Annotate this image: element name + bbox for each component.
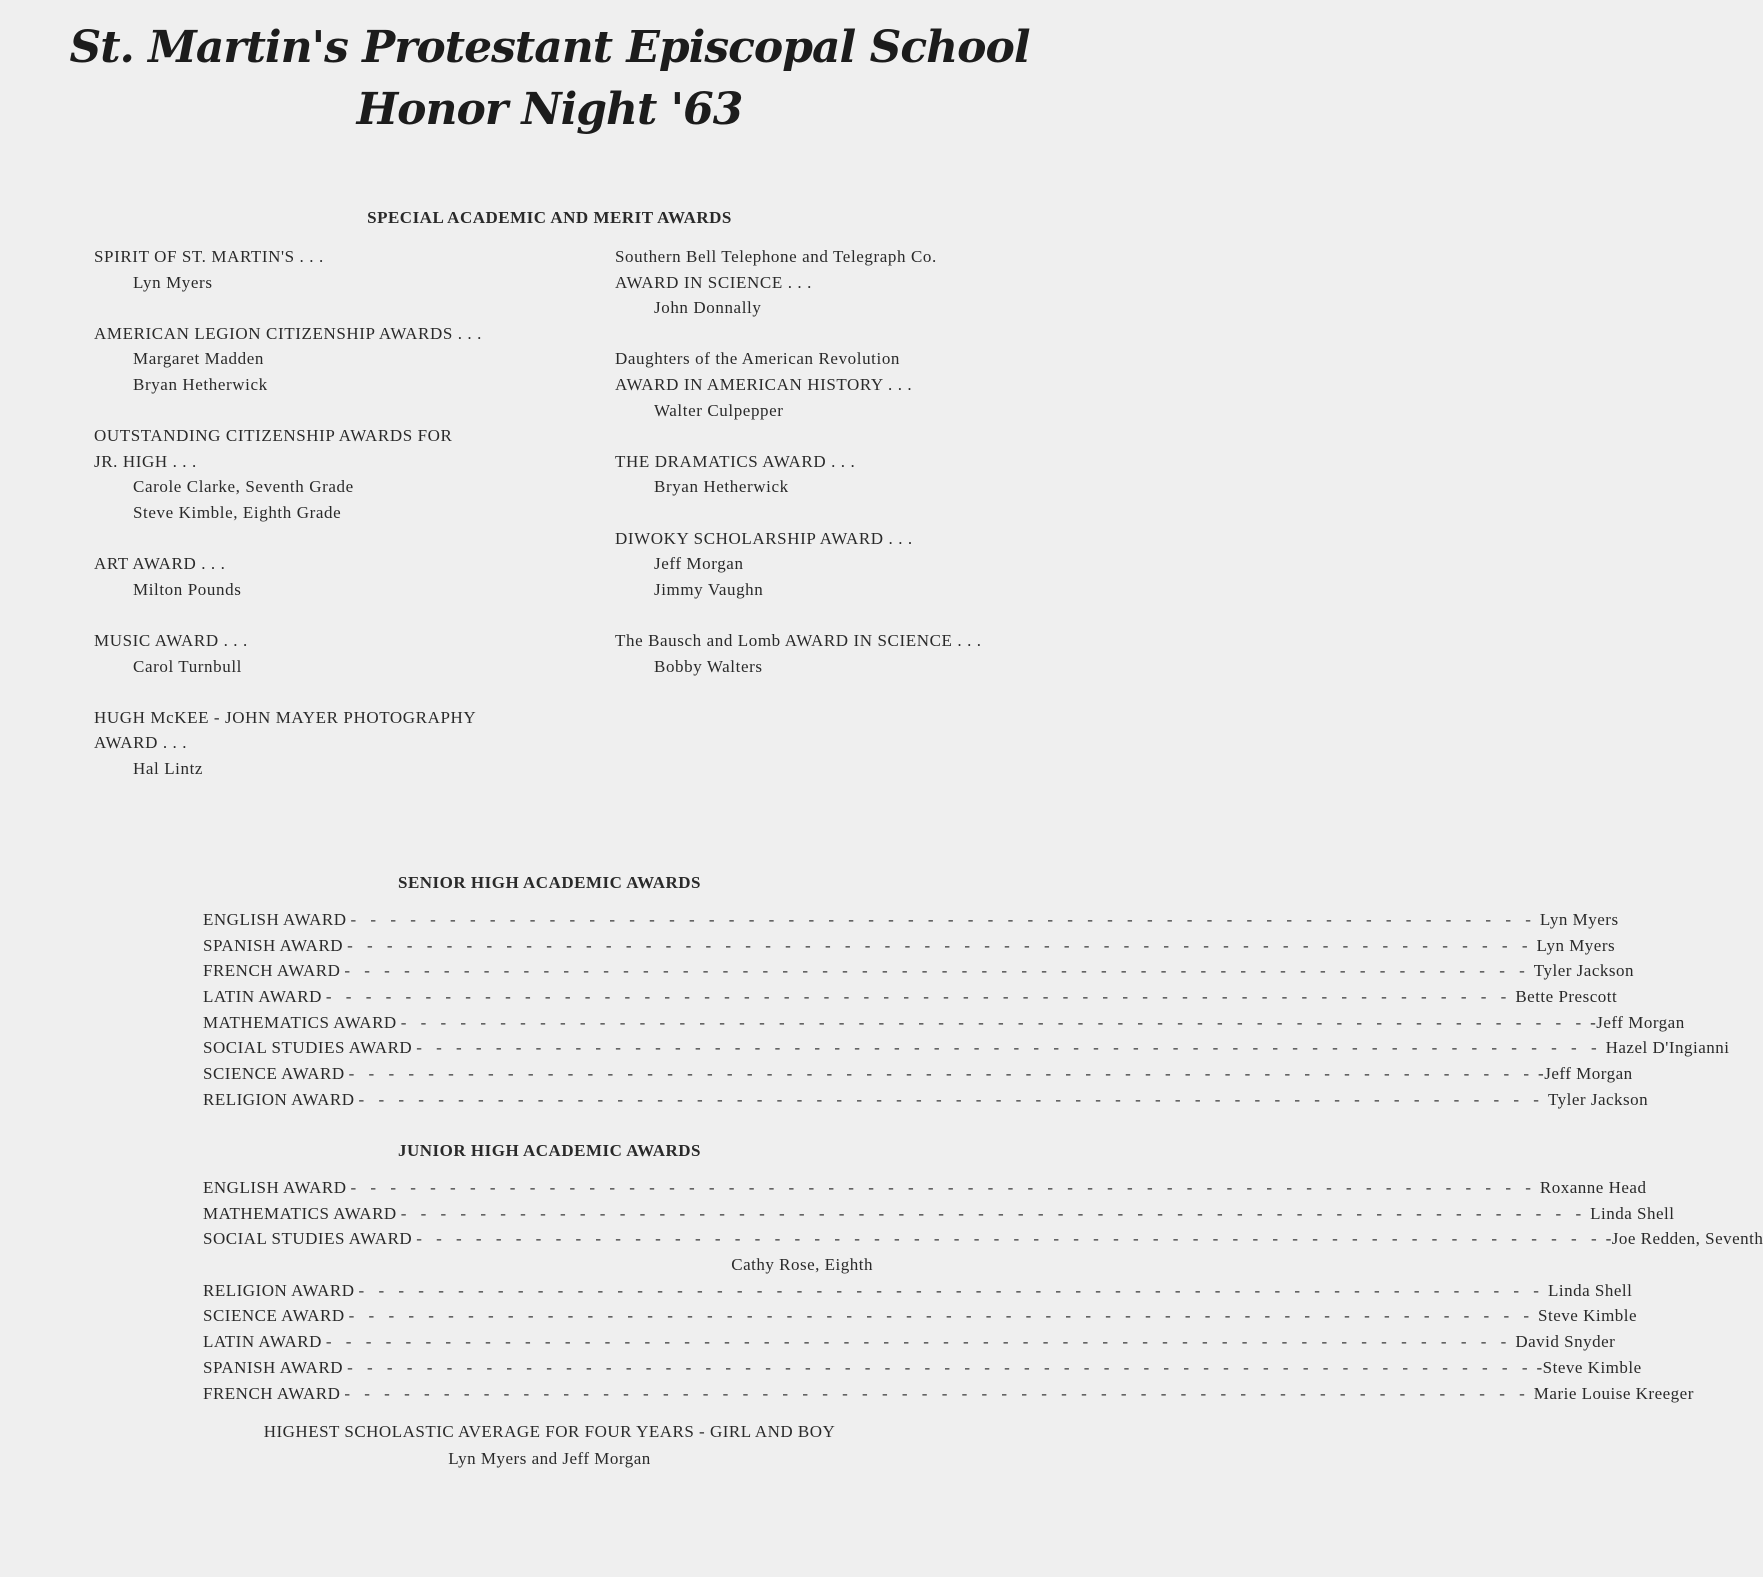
award-block	[615, 628, 1085, 679]
special-awards-heading: SPECIAL ACADEMIC AND MERIT AWARDS	[367, 208, 732, 227]
award-recipient: Hazel D'Ingianni	[1605, 1038, 1730, 1058]
award-name: SOCIAL STUDIES AWARD	[203, 1038, 413, 1058]
award-name: ENGLISH AWARD	[203, 910, 347, 929]
award-recipient: Lyn Myers	[1539, 910, 1619, 929]
dotted-leader: - - - - - - - - - - - - - - - - - - - - - - - - - - - - - - - - - - - - - - - - - - - - - - - - - - - - - - - - - - - -	[325, 1332, 1512, 1352]
award-row	[203, 1332, 1616, 1358]
award-row	[203, 1357, 1642, 1384]
award-title: AWARD IN AMERICAN HISTORY . . .	[615, 374, 913, 394]
award-row	[203, 1280, 1633, 1307]
highest-average-title: HIGHEST SCHOLASTIC AVERAGE FOR FOUR YEARS - GIRL AND BOY	[263, 1422, 836, 1441]
highest-average-recipients: Lyn Myers and Jeff Morgan	[448, 1449, 651, 1468]
award-recipient: -Joe Redden, Seventh	[1605, 1229, 1763, 1249]
special-awards-right-column	[615, 244, 1085, 705]
dotted-leader: - - - - - - - - - - - - - - - - - - - - - - - - - - - - - - - - - - - - - - - - - - - - - - - - - - - - - - - - - - - -	[358, 1089, 1544, 1109]
award-block	[615, 449, 1085, 500]
award-row	[203, 1089, 1649, 1116]
award-row	[203, 1012, 1685, 1039]
dotted-leader: - - - - - - - - - - - - - - - - - - - - - - - - - - - - - - - - - - - - - - - - - - - - - - - - - - - - - - - - - - - -	[344, 961, 1530, 981]
award-block	[94, 244, 564, 295]
award-recipient: Milton Pounds	[133, 579, 242, 599]
award-block	[94, 705, 564, 782]
award-title: The Bausch and Lomb AWARD IN SCIENCE . . .	[615, 630, 982, 650]
award-recipient: Tyler Jackson	[1547, 1089, 1649, 1109]
award-recipient: Lyn Myers	[133, 272, 213, 292]
award-name: SOCIAL STUDIES AWARD	[203, 1229, 413, 1249]
award-name: SPANISH AWARD	[203, 935, 344, 955]
award-recipient: David Snyder	[1515, 1332, 1616, 1352]
dotted-leader: - - - - - - - - - - - - - - - - - - - - - - - - - - - - - - - - - - - - - - - - - - - - - - - - - - - - - - - - - - - -	[416, 1229, 1602, 1249]
award-recipient: Marie Louise Kreeger	[1533, 1383, 1694, 1403]
award-title: Southern Bell Telephone and Telegraph Co.	[615, 247, 937, 266]
award-recipient: Hal Lintz	[133, 758, 204, 778]
award-recipient: Steve Kimble, Eighth Grade	[133, 502, 342, 522]
award-name: LATIN AWARD	[203, 987, 322, 1007]
award-row	[203, 935, 1616, 962]
award-recipient: Bryan Hetherwick	[133, 374, 268, 394]
dotted-leader: - - - - - - - - - - - - - - - - - - - - - - - - - - - - - - - - - - - - - - - - - - - - - - - - - - - - - - - - - - - -	[325, 987, 1512, 1007]
award-name: MATHEMATICS AWARD	[203, 1203, 397, 1223]
senior-awards-list	[203, 910, 1730, 1116]
school-name-title: St. Martin's Protestant Episcopal School	[69, 22, 1030, 73]
award-name: SCIENCE AWARD	[203, 1306, 345, 1326]
award-recipient: -Jeff Morgan	[1590, 1012, 1685, 1032]
award-row	[203, 1383, 1694, 1410]
award-block	[94, 321, 564, 398]
award-recipient: -Steve Kimble	[1536, 1357, 1642, 1377]
special-awards-left-column	[94, 244, 564, 807]
award-title: JR. HIGH . . .	[94, 451, 197, 471]
award-row	[203, 1203, 1675, 1230]
award-recipient: Steve Kimble	[1538, 1306, 1638, 1326]
senior-awards-heading: SENIOR HIGH ACADEMIC AWARDS	[397, 873, 702, 892]
award-recipient: Bette Prescott	[1515, 987, 1618, 1007]
award-recipient: Walter Culpepper	[654, 400, 784, 420]
award-row	[203, 1064, 1633, 1090]
dotted-leader: - - - - - - - - - - - - - - - - - - - - - - - - - - - - - - - - - - - - - - - - - - - - - - - - - - - - - - - - - - - -	[347, 935, 1533, 955]
award-name: RELIGION AWARD	[203, 1089, 355, 1109]
award-block	[615, 526, 1085, 603]
dotted-leader: - - - - - - - - - - - - - - - - - - - - - - - - - - - - - - - - - - - - - - - - - - - - - - - - - - - - - - - - - - - -	[400, 1012, 1587, 1032]
award-name: FRENCH AWARD	[203, 961, 341, 981]
award-block	[94, 628, 564, 679]
dotted-leader: - - - - - - - - - - - - - - - - - - - - - - - - - - - - - - - - - - - - - - - - - - - - - - - - - - - - - - - - - - - -	[400, 1203, 1587, 1223]
dotted-leader: - - - - - - - - - - - - - - - - - - - - - - - - - - - - - - - - - - - - - - - - - - - - - - - - - - - - - - - - - - - -	[348, 1306, 1535, 1326]
award-name: MATHEMATICS AWARD	[203, 1012, 397, 1032]
award-recipient: Carole Clarke, Seventh Grade	[133, 477, 354, 497]
award-recipient: Margaret Madden	[133, 349, 264, 369]
award-name: LATIN AWARD	[203, 1332, 322, 1352]
award-recipient: Linda Shell	[1590, 1203, 1675, 1223]
award-title: Daughters of the American Revolution	[615, 349, 901, 369]
award-row	[203, 1038, 1730, 1064]
award-name: FRENCH AWARD	[203, 1383, 341, 1403]
dotted-leader: - - - - - - - - - - - - - - - - - - - - - - - - - - - - - - - - - - - - - - - - - - - - - - - - - - - - - - - - - - - -	[347, 1357, 1533, 1377]
award-row	[203, 1306, 1638, 1332]
award-recipient: Cathy Rose, Eighth	[731, 1255, 873, 1275]
award-name: SPANISH AWARD	[203, 1357, 344, 1377]
dotted-leader: - - - - - - - - - - - - - - - - - - - - - - - - - - - - - - - - - - - - - - - - - - - - - - - - - - - - - - - - - - - -	[348, 1064, 1535, 1084]
award-recipient: Carol Turnbull	[133, 656, 243, 676]
dotted-leader: - - - - - - - - - - - - - - - - - - - - - - - - - - - - - - - - - - - - - - - - - - - - - - - - - - - - - - - - - - - -	[350, 1178, 1536, 1197]
award-name: ENGLISH AWARD	[203, 1178, 347, 1197]
award-block	[615, 346, 1085, 423]
event-title: Honor Night '63	[356, 84, 743, 135]
award-row	[203, 1178, 1647, 1204]
award-block	[94, 423, 564, 525]
award-row	[203, 961, 1634, 987]
award-recipient: Tyler Jackson	[1533, 961, 1634, 981]
award-title: THE DRAMATICS AWARD . . .	[615, 451, 856, 471]
award-title: AWARD IN SCIENCE . . .	[615, 272, 812, 292]
junior-awards-heading: JUNIOR HIGH ACADEMIC AWARDS	[397, 1141, 701, 1160]
award-title: HUGH McKEE - JOHN MAYER PHOTOGRAPHY	[94, 707, 477, 727]
award-title: SPIRIT OF ST. MARTIN'S . . .	[94, 247, 324, 266]
award-name: SCIENCE AWARD	[203, 1064, 345, 1084]
award-name: RELIGION AWARD	[203, 1280, 355, 1300]
award-recipient: Jimmy Vaughn	[654, 579, 764, 599]
award-title: AMERICAN LEGION CITIZENSHIP AWARDS . . .	[94, 323, 482, 343]
award-recipient: Jeff Morgan	[654, 554, 744, 574]
dotted-leader: - - - - - - - - - - - - - - - - - - - - - - - - - - - - - - - - - - - - - - - - - - - - - - - - - - - - - - - - - - - -	[358, 1280, 1544, 1300]
award-row	[203, 910, 1619, 936]
award-row	[203, 987, 1618, 1013]
award-row	[203, 1229, 1763, 1255]
award-recipient: John Donnally	[654, 298, 762, 318]
dotted-leader: - - - - - - - - - - - - - - - - - - - - - - - - - - - - - - - - - - - - - - - - - - - - - - - - - - - - - - - - - - - -	[416, 1038, 1602, 1058]
award-block	[94, 551, 564, 602]
award-block	[615, 244, 1085, 321]
award-recipient: Bryan Hetherwick	[654, 477, 789, 497]
award-recipient: Roxanne Head	[1539, 1178, 1647, 1197]
award-recipient: Linda Shell	[1547, 1280, 1633, 1300]
award-title: OUTSTANDING CITIZENSHIP AWARDS FOR	[94, 426, 453, 446]
award-recipient: -Jeff Morgan	[1538, 1064, 1633, 1084]
award-row	[203, 1255, 873, 1281]
award-title: ART AWARD . . .	[94, 554, 226, 574]
award-title: DIWOKY SCHOLARSHIP AWARD . . .	[615, 528, 913, 548]
award-title: MUSIC AWARD . . .	[94, 630, 248, 650]
award-recipient: Bobby Walters	[654, 656, 763, 676]
junior-awards-list	[203, 1178, 1763, 1409]
award-recipient: Lyn Myers	[1536, 935, 1616, 955]
award-title: AWARD . . .	[94, 733, 188, 753]
dotted-leader: - - - - - - - - - - - - - - - - - - - - - - - - - - - - - - - - - - - - - - - - - - - - - - - - - - - - - - - - - - - -	[350, 910, 1536, 929]
dotted-leader: - - - - - - - - - - - - - - - - - - - - - - - - - - - - - - - - - - - - - - - - - - - - - - - - - - - - - - - - - - - -	[344, 1383, 1530, 1403]
